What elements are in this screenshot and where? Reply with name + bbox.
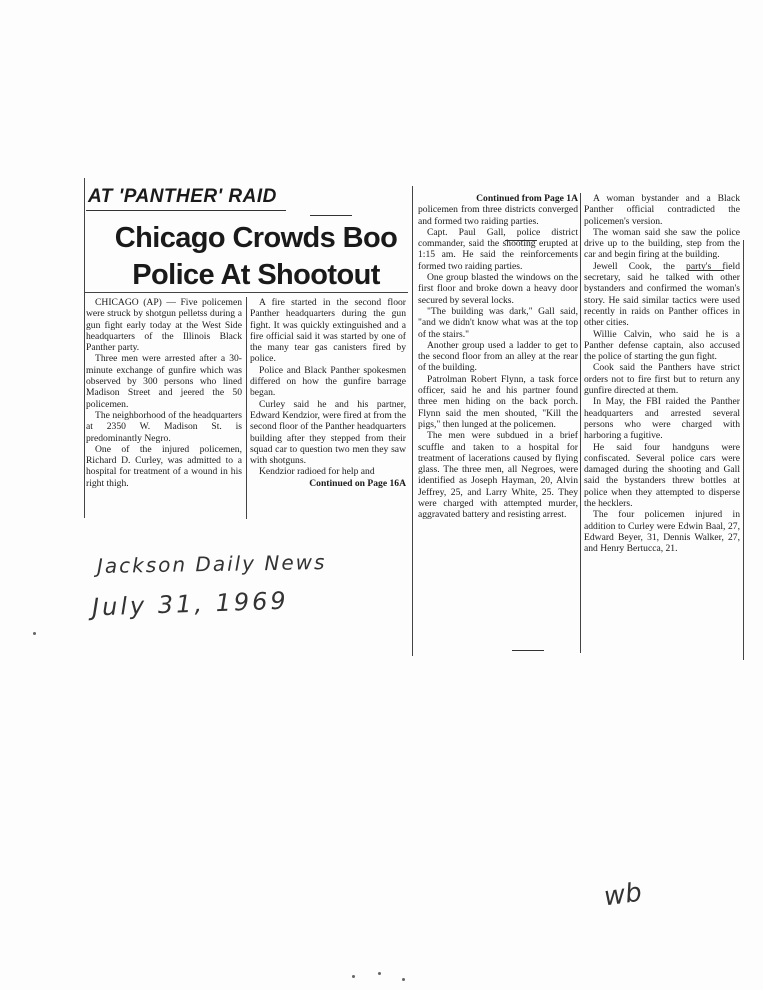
paragraph: One group blasted the windows on the first floor and broke down a heavy door secured by several locks. (418, 272, 578, 306)
paragraph: A fire started in the second floor Panther headquarters during the gun fight. It was quickly extinguished and a fire official said it was started by one of the many tear gas canisters fired by police. (250, 297, 406, 365)
handwritten-date: July 31, 1969 (91, 586, 290, 622)
paragraph: The four policemen injured in addition to Curley were Edwin Baal, 27, Edward Beyer, 31, Dennis Walker, 27, and Henry Bertucca, 21. (584, 509, 740, 555)
continued-from-note: Continued from Page 1A (476, 193, 578, 204)
pencil-mark (512, 650, 544, 651)
article-column-4 (584, 193, 740, 555)
right-border-rule (743, 240, 744, 660)
paragraph: One of the injured policemen, Richard D. Curley, was admitted to a hospital for treatment of a wound in his right thigh. (86, 443, 242, 489)
left-border-rule (84, 178, 85, 518)
column-rule-2 (412, 186, 413, 656)
kicker-underline (86, 210, 286, 211)
headline-rule (84, 292, 408, 293)
paragraph: Patrolman Robert Flynn, a task force officer, said he and his partner found three men hiding on the back porch. Flynn said the men shouted, "Kill the pigs," then lunged at the policemen. (418, 373, 578, 430)
column-rule-3 (580, 193, 581, 653)
pencil-mark (688, 270, 724, 271)
paragraph: In May, the FBI raided the Panther headquarters and arrested several persons who were charged with harboring a fugitive. (584, 396, 740, 442)
headline-line-2: Police At Shootout (132, 259, 380, 291)
paragraph: Police and Black Panther spokesmen differed on how the gunfire barrage began. (250, 364, 406, 399)
paragraph: Another group used a ladder to get to the second floor from an alley at the rear of the building. (418, 339, 578, 374)
scan-speck (352, 975, 355, 978)
paragraph: Capt. Paul Gall, police district commander, said the shooting erupted at 1:15 am. He said the reinforcements formed two raiding parties. (418, 226, 578, 272)
kicker-heading: AT 'PANTHER' RAID (88, 186, 277, 207)
paragraph: "The building was dark," Gall said, "and we didn't know what was at the top of the stairs." (418, 305, 578, 340)
paragraph: The men were subdued in a brief scuffle and taken to a hospital for treatment of lacerations caused by flying glass. The three men, all Negroes, were identified as Joseph Hayman, 20, Alvin Jeffrey, 25, and Larry White, 25. They were charged with attempted murder, aggravated battery and resisting arrest. (418, 430, 578, 521)
article-column-1 (86, 297, 242, 489)
paragraph: Cook said the Panthers have strict orders not to fire first but to return any gunfire directed at them. (584, 362, 740, 397)
paragraph: The woman said she saw the police drive up to the building, step from the car and begin firing at the building. (584, 226, 740, 261)
scan-speck (402, 978, 405, 981)
headline-line-1: Chicago Crowds Boo (114, 222, 398, 254)
handwritten-source: Jackson Daily News (96, 549, 327, 579)
underline-mark (310, 215, 352, 216)
article-column-3 (418, 193, 578, 521)
paragraph: Willie Calvin, who said he is a Panther defense captain, also accused the police of starting the gun fight. (584, 328, 740, 363)
pencil-mark (505, 240, 537, 241)
paragraph: policemen from three districts converged and formed two raiding parties. (418, 204, 578, 227)
paragraph: Jewell Cook, the party's field secretary, said he talked with other bystanders and confirmed the woman's story. He said similar tactics were used recently in raids on Panther offices in other cities. (584, 260, 740, 329)
headline (96, 220, 416, 294)
paragraph: Kendzior radioed for help and (259, 466, 375, 478)
handwritten-initials: wb (602, 877, 644, 913)
paragraph: The neighborhood of the headquarters at 2350 W. Madison St. is predominantly Negro. (86, 409, 242, 444)
paragraph: Curley said he and his partner, Edward Kendzior, were fired at from the second floor of the Panther headquarters building after they stepped from their squad car to question two men they saw with shotguns. (250, 398, 406, 467)
scan-speck (33, 632, 36, 635)
continued-on-note: Continued on Page 16A (309, 477, 406, 489)
article-column-2 (250, 297, 406, 489)
paragraph: He said four handguns were confiscated. Several police cars were damaged during the shooting and Gall said the bystanders threw bottles at police when they attempted to disperse the hecklers. (584, 441, 740, 510)
paragraph: Three men were arrested after a 30-minute exchange of gunfire which was observed by 300 persons who lined Madison Street and jeered the 50 policemen. (86, 353, 242, 410)
scan-speck (378, 972, 381, 975)
paragraph: A woman bystander and a Black Panther official contradicted the policemen's version. (584, 193, 740, 227)
paragraph: CHICAGO (AP) — Five policemen were struck by shotgun pelletss during a gun fight early today at the West Side headquarters of the Illinois Black Panther party. (86, 297, 242, 354)
column-rule-1 (246, 297, 247, 519)
